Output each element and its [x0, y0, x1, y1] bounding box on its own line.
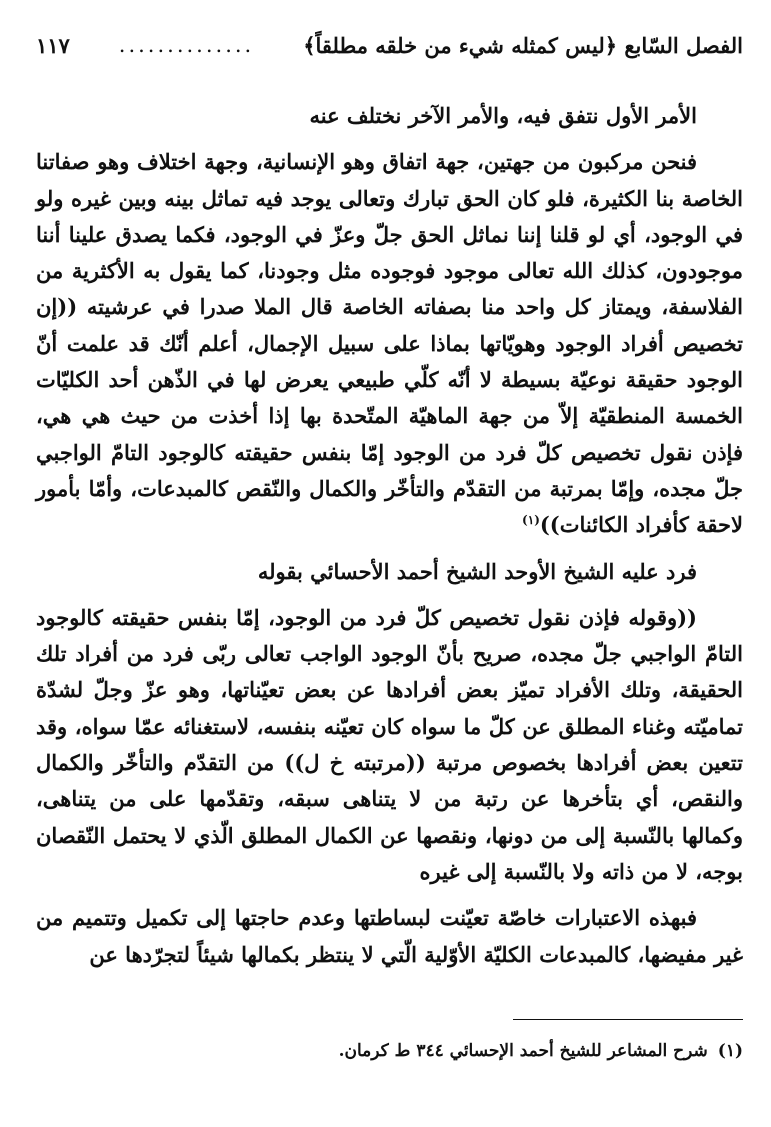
footnote-divider [513, 1019, 743, 1020]
footnote [36, 1038, 743, 1064]
paragraph-1-text: فنحن مركبون من جهتين، جهة اتفاق وهو الإنسانية، وجهة اختلاف وهو صفاتنا الخاصة بنا الكثيرة، فلو كان الحق تبارك وتعالى يوجد فيه تماثل بينه وبين غيره ولو في الوجود، أي لو قلنا إننا نماثل الحق جلّ وعزّ في الوجود، فكما يصدق علينا أننا موجودون، كذلك الله تعالى موجود فوجوده مثل وجودنا، كما يقول به الأكثرية من الفلاسفة، ويمتاز كل واحد منا بصفاته الخاصة قال الملا صدرا في عرشيته ((إن تخصيص أفراد الوجود وهويّاتها بماذا على سبيل الإجمال، أعلم أنّك قد علمت أنّ الوجود حقيقة نوعيّة بسيطة لا أنّه كلّي طبيعي يعرض لها في الذّهن أحد الكليّات الخمسة المنطقيّة إلاّ من جهة الماهيّة المتّحدة بها إذا أخذت من حيث هي هي، فإذن نقول تخصيص كلّ فرد من الوجود إمّا بنفس حقيقته كالوجود التامّ الواجبي جلّ مجده، وإمّا بمرتبة من التقدّم والتأخّر والكمال والنّقص كالمبدعات، وأمّا بأمور لاحقة كأفراد الكائنات)) [36, 149, 743, 538]
paragraph-3: فبهذه الاعتبارات خاصّة تعيّنت لبساطتها وعدم حاجتها إلى تكميل وتتميم من غير مفيضها، كالمبدعات الكليّة الأوّلية الّتي لا ينتظر بكمالها شيئاً لتجرّدها عن [36, 905, 743, 967]
chapter-title: الفصل السّابع ﴿ليس كمثله شيء من خلقه مطلقاً﴾ [303, 32, 743, 58]
footnote-text: شرح المشاعر للشيخ أحمد الإحسائي ٣٤٤ ط كرمان. [338, 1041, 708, 1061]
footnote-ref-1[interactable]: (١) [522, 513, 540, 528]
page-number: ١١٧ [36, 32, 70, 58]
running-header [36, 28, 743, 62]
page-body [36, 98, 743, 973]
footnote-marker: (١) [717, 1041, 743, 1061]
section-heading-1: الأمر الأول نتفق فيه، والأمر الآخر نختلف عنه [309, 103, 697, 128]
section-heading-2: فرد عليه الشيخ الأوحد الشيخ أحمد الأحسائي بقوله [257, 558, 697, 584]
paragraph-1 [36, 144, 743, 543]
paragraph-2: ((وقوله فإذن نقول تخصيص كلّ فرد من الوجود، إمّا بنفس حقيقته كالوجود التامّ الواجبي جلّ مجده، صريح بأنّ الوجود الواجب تعالى ربّى فرد من أفراد تلك الحقيقة، وتلك الأفراد تميّز بعض أفرادها عن بعض تعيّناتها، وهو عزّ وجلّ لشدّة تماميّته وغناء المطلق عن كلّ ما سواه كان تعيّنه بنفسه، لاستغنائه عمّا سواه، وقد تتعين بعض أفرادها بخصوص مرتبة ((مرتبته خ ل)) من التقدّم والتأخّر والكمال والنقص، أي بتأخرها عن رتبة من لا يتناهى سبقه، وتقدّمها على من يتناهى، وكمالها بالنّسبة إلى من دونها، ونقصها عن الكمال المطلق الّذي لا يحتمل النّقصان بوجه، لا من ذاته ولا بالنّسبة إلى غيره [36, 604, 743, 884]
leader-dots: .............. [118, 33, 255, 57]
